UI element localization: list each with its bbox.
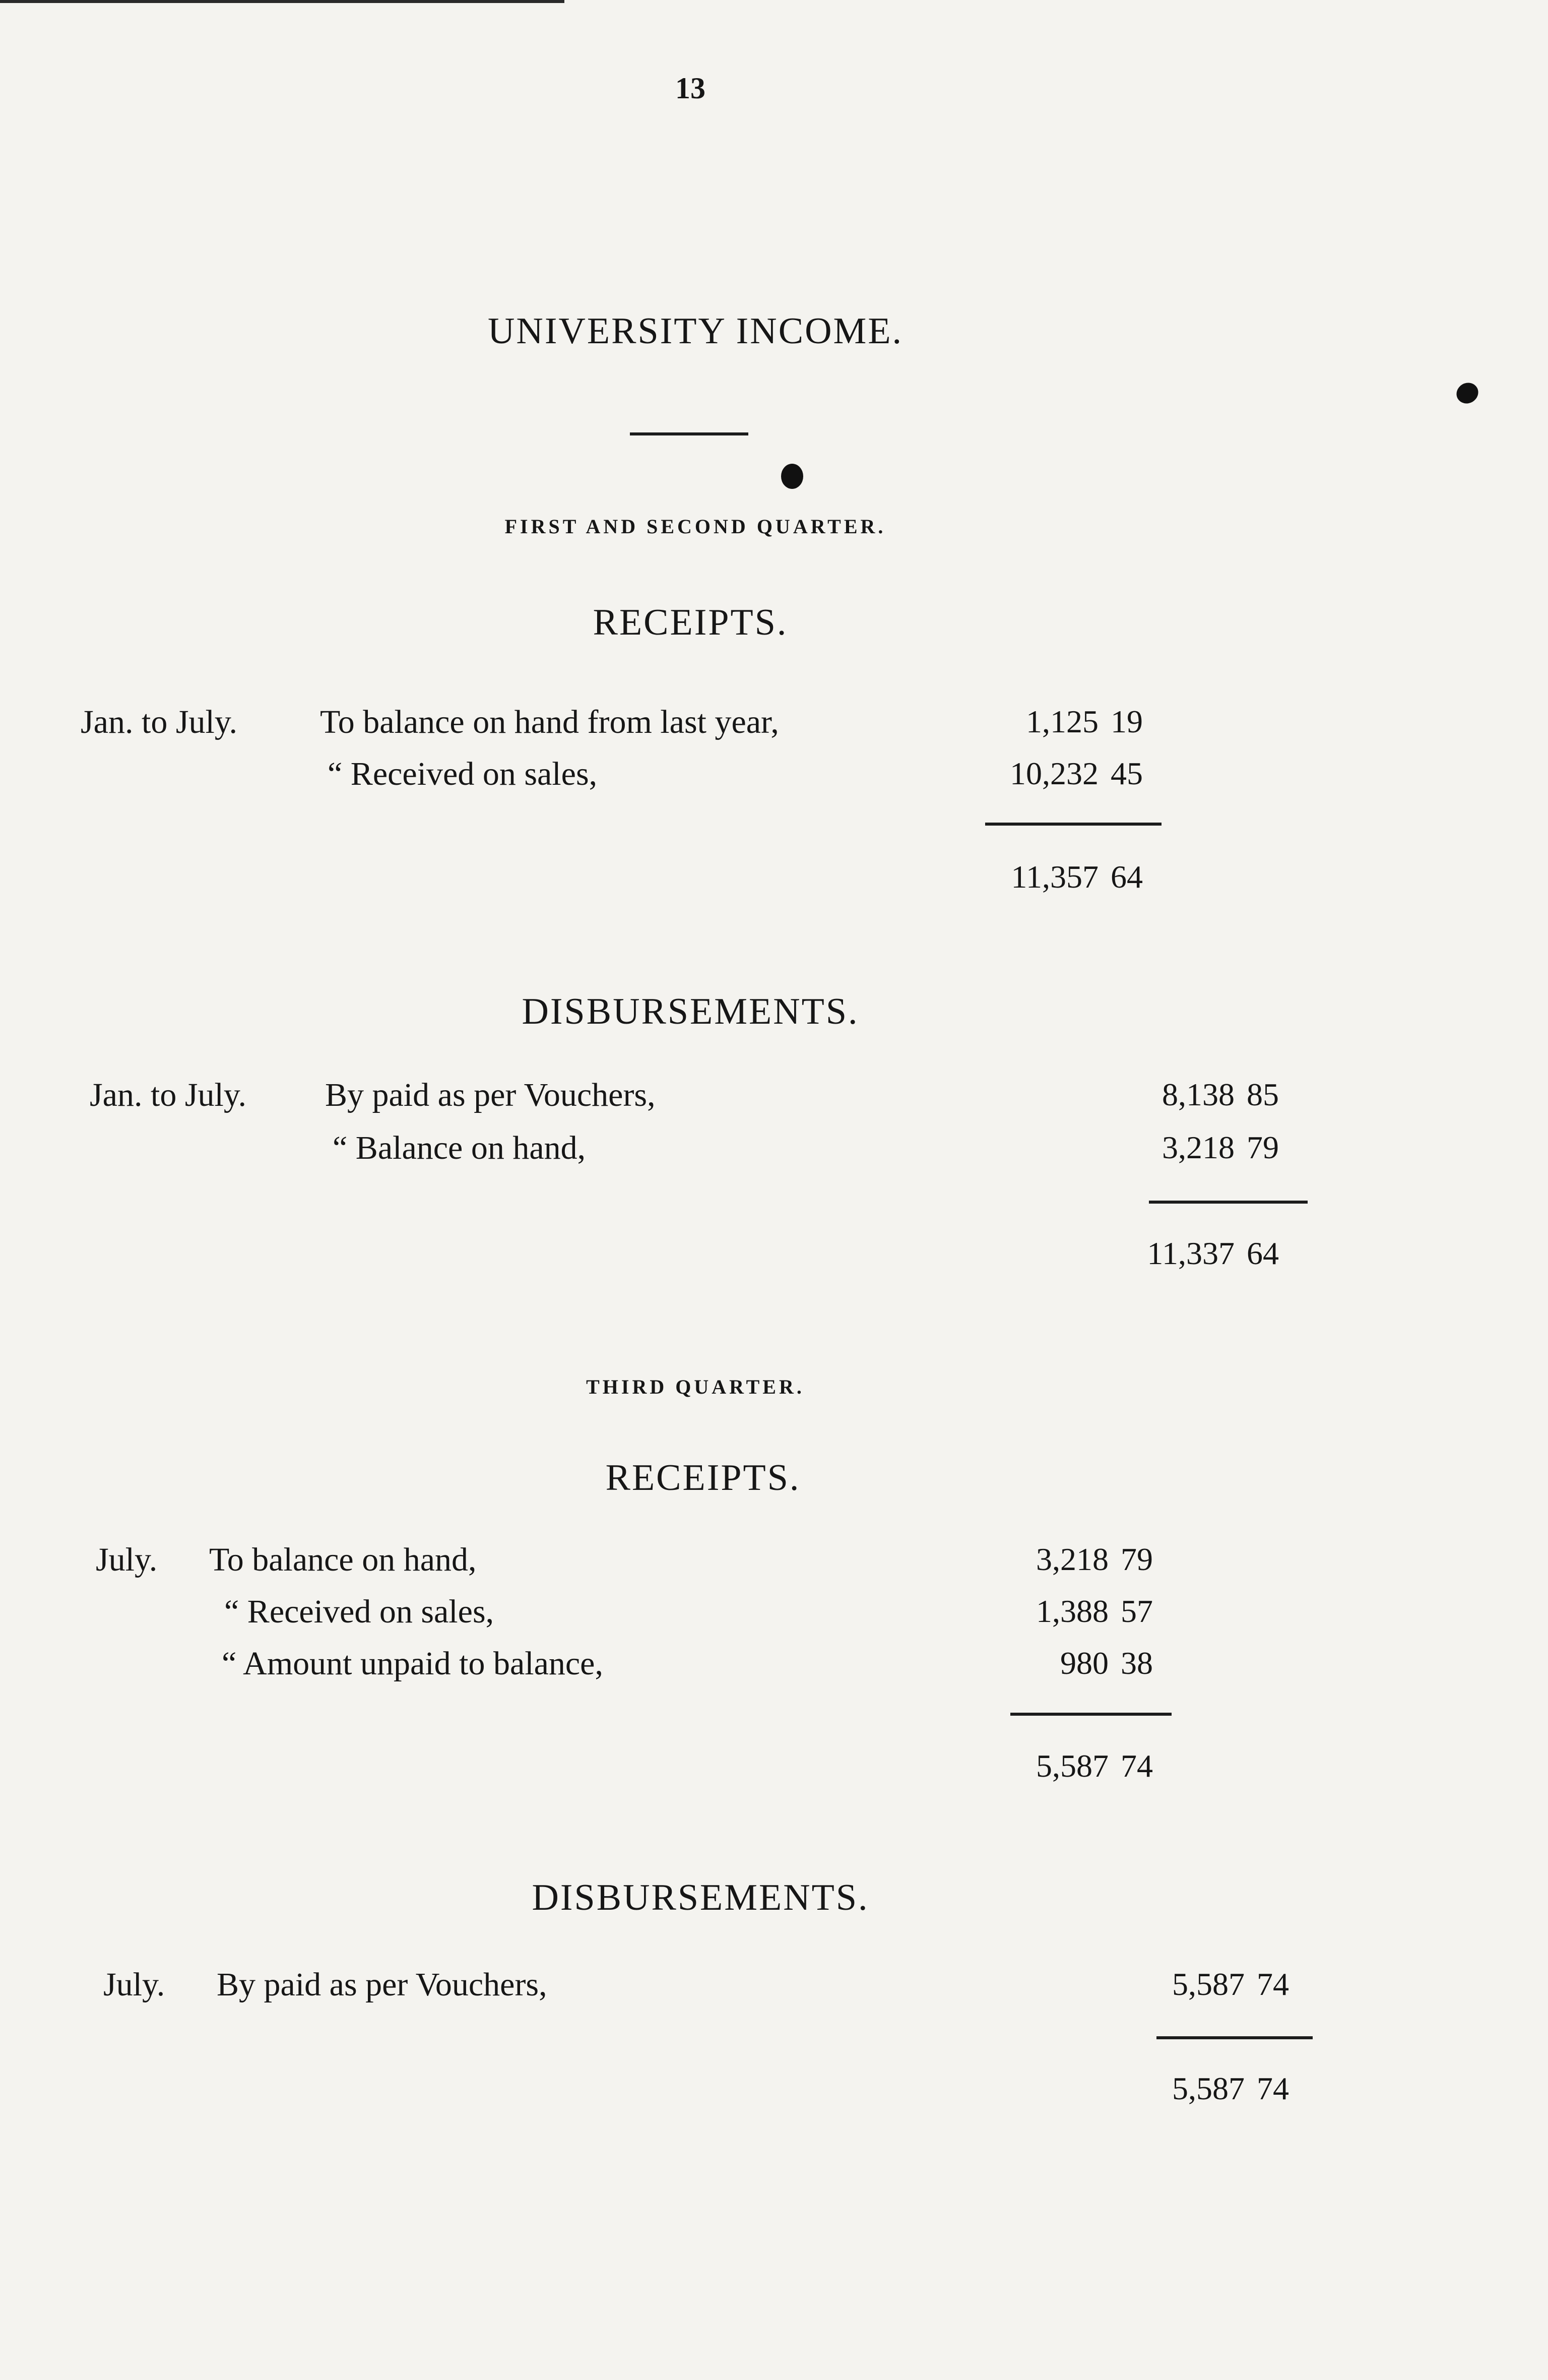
ledger-amount: [1124, 1079, 1279, 1111]
ledger-date: July.: [103, 1966, 165, 2003]
quarter-label: FIRST AND SECOND QUARTER.: [504, 515, 886, 538]
amount-cents: 74: [1257, 2071, 1289, 2106]
ledger-description: To balance on hand from last year,: [320, 704, 779, 740]
ledger-date: Jan. to July.: [81, 704, 238, 740]
amount-dollars: 10,232: [1010, 756, 1099, 791]
page-title: UNIVERSITY INCOME.: [487, 310, 904, 352]
receipts-heading: RECEIPTS.: [605, 1457, 801, 1498]
total-rule: [985, 823, 1162, 826]
amount-cents: 74: [1121, 1748, 1153, 1784]
amount-cents: 38: [1121, 1645, 1153, 1681]
ledger-total: [1124, 1237, 1279, 1270]
total-rule: [1156, 2036, 1313, 2039]
amount-dollars: 8,138: [1162, 1077, 1235, 1112]
amount-cents: 85: [1247, 1077, 1279, 1112]
ledger-description: “ Balance on hand,: [333, 1130, 586, 1166]
ledger-amount: [1134, 1968, 1289, 2000]
ledger-total: [998, 1750, 1153, 1782]
amount-cents: 64: [1247, 1235, 1279, 1271]
amount-dollars: 5,587: [1172, 1966, 1245, 2002]
quarter-label: THIRD QUARTER.: [586, 1375, 805, 1398]
ledger-total: [1134, 2073, 1289, 2105]
ledger-description: By paid as per Vouchers,: [325, 1077, 656, 1113]
ledger-description: By paid as per Vouchers,: [217, 1966, 547, 2003]
top-edge-rule: [0, 0, 564, 3]
ledger-amount: [998, 1543, 1153, 1576]
page-number: 13: [675, 72, 705, 105]
ledger-amount: [1124, 1132, 1279, 1164]
amount-dollars: 980: [1060, 1645, 1109, 1681]
receipts-heading: RECEIPTS.: [593, 602, 788, 643]
amount-cents: 45: [1111, 756, 1143, 791]
ledger-date: Jan. to July.: [90, 1077, 247, 1113]
amount-dollars: 1,125: [1026, 704, 1099, 739]
amount-dollars: 5,587: [1036, 1748, 1109, 1784]
ledger-description: “ Received on sales,: [328, 756, 598, 792]
ledger-amount: [988, 706, 1143, 738]
amount-dollars: 11,357: [1011, 859, 1099, 895]
disbursements-heading: DISBURSEMENTS.: [522, 991, 859, 1032]
amount-cents: 57: [1121, 1593, 1153, 1629]
total-rule: [1149, 1201, 1308, 1204]
total-rule: [1010, 1713, 1172, 1716]
ledger-description: “ Amount unpaid to balance,: [222, 1645, 603, 1682]
title-rule: [630, 432, 748, 435]
ledger-date: July.: [96, 1541, 158, 1578]
amount-cents: 79: [1247, 1130, 1279, 1165]
ledger-amount: [998, 1595, 1153, 1627]
ledger-description: To balance on hand,: [209, 1541, 477, 1578]
amount-dollars: 1,388: [1036, 1593, 1109, 1629]
amount-cents: 64: [1111, 859, 1143, 895]
amount-dollars: 3,218: [1036, 1541, 1109, 1577]
amount-dollars: 11,337: [1147, 1235, 1235, 1271]
amount-cents: 74: [1257, 1966, 1289, 2002]
amount-cents: 19: [1111, 704, 1143, 739]
ledger-amount: [998, 1647, 1153, 1679]
ledger-total: [988, 861, 1143, 893]
amount-dollars: 3,218: [1162, 1130, 1235, 1165]
amount-cents: 79: [1121, 1541, 1153, 1577]
ink-blot: [1453, 379, 1482, 408]
ledger-description: “ Received on sales,: [224, 1593, 494, 1630]
disbursements-heading: DISBURSEMENTS.: [532, 1877, 869, 1918]
ledger-amount: [988, 758, 1143, 790]
amount-dollars: 5,587: [1172, 2071, 1245, 2106]
ink-blot: [781, 464, 803, 489]
